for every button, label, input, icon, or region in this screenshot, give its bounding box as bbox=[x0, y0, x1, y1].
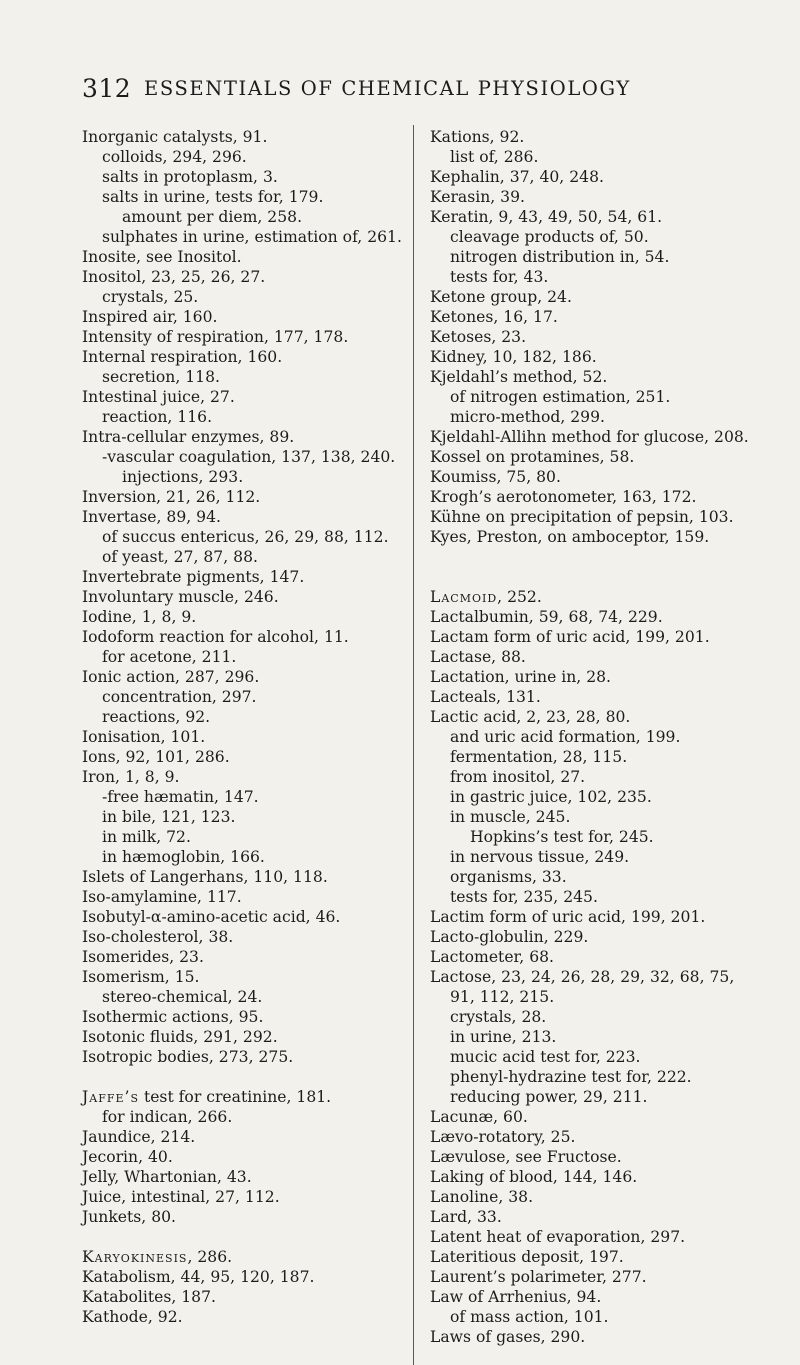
index-entry: Inositol, 23, 25, 26, 27. bbox=[82, 268, 266, 286]
index-subentry: concentration, 297. bbox=[102, 688, 257, 706]
index-entry: Lactam form of uric acid, 199, 201. bbox=[430, 628, 710, 646]
section-gap bbox=[430, 547, 796, 567]
index-subentry: list of, 286. bbox=[450, 148, 539, 166]
index-entry: Lateritious deposit, 197. bbox=[430, 1248, 624, 1266]
index-subentry: fermentation, 28, 115. bbox=[450, 748, 628, 766]
index-subentry: and uric acid formation, 199. bbox=[450, 728, 681, 746]
index-entry: Lactose, 23, 24, 26, 28, 29, 32, 68, 75, bbox=[430, 968, 735, 986]
index-entry: Ketoses, 23. bbox=[430, 328, 527, 346]
index-entry: Kjeldahl’s method, 52. bbox=[430, 368, 608, 386]
index-entry: Katabolites, 187. bbox=[82, 1288, 216, 1306]
index-entry: Internal respiration, 160. bbox=[82, 348, 283, 366]
index-entry: Inosite, see Inositol. bbox=[82, 248, 242, 266]
index-entry: Lacmoid, 252. bbox=[430, 588, 542, 606]
index-entry: Isomerides, 23. bbox=[82, 948, 204, 966]
index-subentry: salts in protoplasm, 3. bbox=[102, 168, 278, 186]
index-entry: Iodine, 1, 8, 9. bbox=[82, 608, 197, 626]
index-entry: Invertebrate pigments, 147. bbox=[82, 568, 305, 586]
index-subentry: in milk, 72. bbox=[102, 828, 191, 846]
index-subentry: phenyl-hydrazine test for, 222. bbox=[450, 1068, 692, 1086]
index-entry: Kathode, 92. bbox=[82, 1308, 183, 1326]
index-subentry: from inositol, 27. bbox=[450, 768, 586, 786]
index-subentry: crystals, 25. bbox=[102, 288, 199, 306]
index-entry: Inspired air, 160. bbox=[82, 308, 218, 326]
index-entry: Lactase, 88. bbox=[430, 648, 526, 666]
index-entry: Katabolism, 44, 95, 120, 187. bbox=[82, 1268, 315, 1286]
index-subentry: in bile, 121, 123. bbox=[102, 808, 236, 826]
index-subentry: Hopkins’s test for, 245. bbox=[470, 828, 654, 846]
index-entry: Ionisation, 101. bbox=[82, 728, 206, 746]
index-entry: Jaffe’s test for creatinine, 181. bbox=[82, 1088, 332, 1106]
index-subentry: micro-method, 299. bbox=[450, 408, 605, 426]
index-subentry: of nitrogen estimation, 251. bbox=[450, 388, 671, 406]
index-entry: Ions, 92, 101, 286. bbox=[82, 748, 230, 766]
index-subentry: in urine, 213. bbox=[450, 1028, 557, 1046]
index-entry: Keratin, 9, 43, 49, 50, 54, 61. bbox=[430, 208, 663, 226]
index-entry: Intensity of respiration, 177, 178. bbox=[82, 328, 349, 346]
index-entry: Lævulose, see Fructose. bbox=[430, 1148, 622, 1166]
index-entry: Koumiss, 75, 80. bbox=[430, 468, 561, 486]
index-entry: Kations, 92. bbox=[430, 128, 525, 146]
index-entry: Iso-cholesterol, 38. bbox=[82, 928, 234, 946]
index-entry: Isotonic fluids, 291, 292. bbox=[82, 1028, 278, 1046]
index-entry: Kyes, Preston, on amboceptor, 159. bbox=[430, 528, 710, 546]
index-entry: Karyokinesis, 286. bbox=[82, 1248, 233, 1266]
index-entry: Inorganic catalysts, 91. bbox=[82, 128, 268, 146]
index-entry: Intra-cellular enzymes, 89. bbox=[82, 428, 295, 446]
index-subentry: amount per diem, 258. bbox=[122, 208, 303, 226]
index-subentry: mucic acid test for, 223. bbox=[450, 1048, 641, 1066]
index-subentry: in nervous tissue, 249. bbox=[450, 848, 630, 866]
index-subentry: injections, 293. bbox=[122, 468, 244, 486]
index-entry: Lactalbumin, 59, 68, 74, 229. bbox=[430, 608, 663, 626]
index-subentry: -vascular coagulation, 137, 138, 240. bbox=[102, 448, 396, 466]
index-entry: Lactometer, 68. bbox=[430, 948, 555, 966]
index-subentry: tests for, 43. bbox=[450, 268, 549, 286]
index-entry: Lacto-globulin, 229. bbox=[430, 928, 589, 946]
index-entry: Junkets, 80. bbox=[82, 1208, 176, 1226]
index-subentry: secretion, 118. bbox=[102, 368, 220, 386]
index-entry: Iodoform reaction for alcohol, 11. bbox=[82, 628, 349, 646]
index-subentry: stereo-chemical, 24. bbox=[102, 988, 263, 1006]
index-entry: Lævo-rotatory, 25. bbox=[430, 1128, 576, 1146]
index-entry: Laking of blood, 144, 146. bbox=[430, 1168, 638, 1186]
index-subentry: colloids, 294, 296. bbox=[102, 148, 247, 166]
index-subentry: in muscle, 245. bbox=[450, 808, 571, 826]
running-head: ESSENTIALS OF CHEMICAL PHYSIOLOGY bbox=[144, 77, 631, 100]
index-entry: Lactation, urine in, 28. bbox=[430, 668, 612, 686]
index-entry: Juice, intestinal, 27, 112. bbox=[82, 1188, 280, 1206]
index-entry: Lactic acid, 2, 23, 28, 80. bbox=[430, 708, 631, 726]
index-entry: Ionic action, 287, 296. bbox=[82, 668, 260, 686]
index-entry: Jelly, Whartonian, 43. bbox=[82, 1168, 252, 1186]
index-entry: Lactim form of uric acid, 199, 201. bbox=[430, 908, 706, 926]
index-subentry: cleavage products of, 50. bbox=[450, 228, 649, 246]
index-entry: Kerasin, 39. bbox=[430, 188, 525, 206]
index-subentry: 91, 112, 215. bbox=[450, 988, 555, 1006]
index-subentry: sulphates in urine, estimation of, 261. bbox=[102, 228, 402, 246]
index-entry: Kjeldahl-Allihn method for glucose, 208. bbox=[430, 428, 749, 446]
index-subentry: salts in urine, tests for, 179. bbox=[102, 188, 324, 206]
column-divider bbox=[413, 125, 414, 1365]
index-subentry: organisms, 33. bbox=[450, 868, 567, 886]
index-entry: Invertase, 89, 94. bbox=[82, 508, 221, 526]
index-entry: Jaundice, 214. bbox=[82, 1128, 196, 1146]
index-entry: Involuntary muscle, 246. bbox=[82, 588, 279, 606]
index-entry: Laws of gases, 290. bbox=[430, 1328, 586, 1346]
index-entry: Isobutyl-α-amino-acetic acid, 46. bbox=[82, 908, 341, 926]
index-subentry: of succus entericus, 26, 29, 88, 112. bbox=[102, 528, 389, 546]
section-gap bbox=[82, 1227, 402, 1247]
index-subentry: crystals, 28. bbox=[450, 1008, 547, 1026]
index-subentry: of mass action, 101. bbox=[450, 1308, 609, 1326]
index-subentry: nitrogen distribution in, 54. bbox=[450, 248, 670, 266]
index-subentry: in hæmoglobin, 166. bbox=[102, 848, 265, 866]
index-entry: Kossel on protamines, 58. bbox=[430, 448, 635, 466]
index-subentry: reaction, 116. bbox=[102, 408, 213, 426]
index-subentry: reactions, 92. bbox=[102, 708, 211, 726]
index-column-left bbox=[82, 127, 402, 1327]
page-number: 312 bbox=[82, 74, 132, 103]
index-column-right bbox=[430, 127, 796, 1347]
index-entry: Law of Arrhenius, 94. bbox=[430, 1288, 602, 1306]
index-entry: Iso-amylamine, 117. bbox=[82, 888, 242, 906]
index-entry: Ketones, 16, 17. bbox=[430, 308, 558, 326]
index-entry: Jecorin, 40. bbox=[82, 1148, 173, 1166]
index-subentry: -free hæmatin, 147. bbox=[102, 788, 259, 806]
index-subentry: for indican, 266. bbox=[102, 1108, 233, 1126]
index-entry: Intestinal juice, 27. bbox=[82, 388, 235, 406]
index-entry: Lard, 33. bbox=[430, 1208, 502, 1226]
index-entry: Ketone group, 24. bbox=[430, 288, 572, 306]
index-entry: Kidney, 10, 182, 186. bbox=[430, 348, 597, 366]
section-gap bbox=[430, 567, 796, 587]
index-entry: Lacunæ, 60. bbox=[430, 1108, 528, 1126]
index-subentry: reducing power, 29, 211. bbox=[450, 1088, 648, 1106]
index-entry: Iron, 1, 8, 9. bbox=[82, 768, 180, 786]
index-entry: Isomerism, 15. bbox=[82, 968, 200, 986]
index-entry: Isothermic actions, 95. bbox=[82, 1008, 264, 1026]
index-subentry: of yeast, 27, 87, 88. bbox=[102, 548, 258, 566]
index-subentry: for acetone, 211. bbox=[102, 648, 237, 666]
index-subentry: tests for, 235, 245. bbox=[450, 888, 598, 906]
page-header bbox=[82, 74, 782, 110]
section-gap bbox=[82, 1067, 402, 1087]
index-entry: Latent heat of evaporation, 297. bbox=[430, 1228, 686, 1246]
index-entry: Kephalin, 37, 40, 248. bbox=[430, 168, 604, 186]
index-entry: Lanoline, 38. bbox=[430, 1188, 534, 1206]
index-subentry: in gastric juice, 102, 235. bbox=[450, 788, 652, 806]
index-entry: Laurent’s polarimeter, 277. bbox=[430, 1268, 647, 1286]
index-entry: Kühne on precipitation of pepsin, 103. bbox=[430, 508, 734, 526]
index-entry: Inversion, 21, 26, 112. bbox=[82, 488, 261, 506]
index-entry: Islets of Langerhans, 110, 118. bbox=[82, 868, 328, 886]
index-entry: Lacteals, 131. bbox=[430, 688, 541, 706]
index-entry: Krogh’s aerotonometer, 163, 172. bbox=[430, 488, 697, 506]
index-entry: Isotropic bodies, 273, 275. bbox=[82, 1048, 294, 1066]
